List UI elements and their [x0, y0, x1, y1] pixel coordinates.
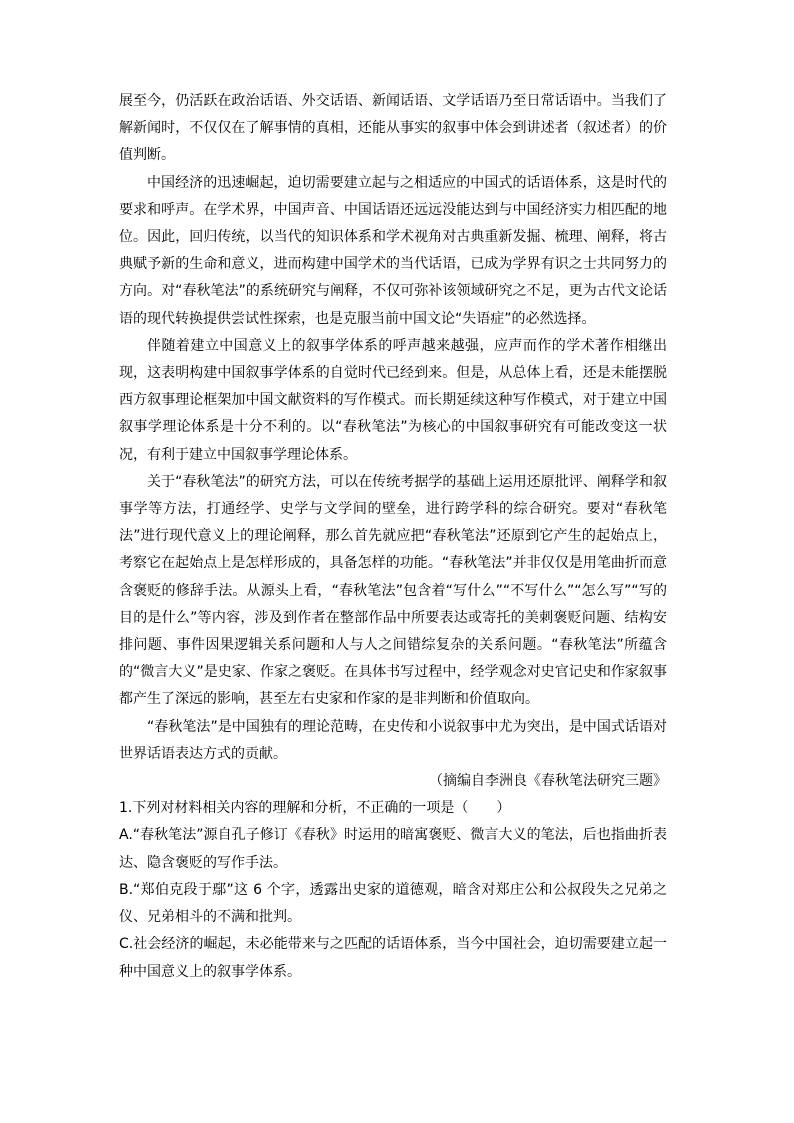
passage-paragraph-4: 关于“春秋笔法”的研究方法，可以在传统考据学的基础上运用还原批评、阐释学和叙事学等方法，打通经学、史学与文学间的壁垒，进行跨学科的综合研究。要对“春秋笔法”进行现代意义上的理论阐释，那么首先就应把“春秋笔法”还原到它产生的起始点上，考察它在起始点上是怎样形成的，具备怎样的功能。“春秋笔法”并非仅仅是用笔曲折而意含褒贬的修辞手法。从源头上看，“春秋笔法”包含着“写什么”“不写什么”“怎么写”“写的目的是什么”等内容，涉及到作者在整部作品中所要表达或寄托的美刺褒贬问题、结构安排问题、事件因果逻辑关系问题和人与人之间错综复杂的关系问题。“春秋笔法”所蕴含的“微言大义”是史家、作家之褒贬。在具体书写过程中，经学观念对史官记史和作家叙事都产生了深远的影响，甚至左右史家和作家的是非判断和价值取向。: [119, 473, 667, 708]
passage-paragraph-2: 中国经济的迅速崛起，迫切需要建立起与之相适应的中国式的话语体系，这是时代的要求和呼声。在学术界，中国声音、中国话语还远远没能达到与中国经济实力相匹配的地位。因此，回归传统，以当代的知识体系和学术视角对古典重新发掘、梳理、阐释，将古典赋予新的生命和意义，进而构建中国学术的当代话语，已成为学界有识之士共同努力的方向。对“春秋笔法”的系统研究与阐释，不仅可弥补该领域研究之不足，更为古代文论话语的现代转换提供尝试性探索，也是克服当前中国文论“失语症”的必然选择。: [119, 174, 667, 327]
passage-paragraph-1: 展至今，仍活跃在政治话语、外交话语、新闻话语、文学话语乃至日常话语中。当我们了解新闻时，不仅仅在了解事情的真相，还能从事实的叙事中体会到讲述者（叙述者）的价值判断。: [119, 93, 667, 164]
passage-source: （摘编自李洲良《春秋笔法研究三题》: [429, 773, 667, 790]
question-stem: 1.下列对材料相关内容的理解和分析，不正确的一项是（ ）: [119, 800, 511, 817]
passage-paragraph-5: “春秋笔法”是中国独有的理论范畴，在史传和小说叙事中尤为突出，是中国式话语对世界话语表达方式的贡献。: [119, 718, 667, 762]
option-b: B.“郑伯克段于鄢”这 6 个字，透露出史家的道德观，暗含对郑庄公和公叔段失之兄弟之仪、兄弟相斗的不满和批判。: [119, 881, 667, 926]
document-page: [119, 88, 667, 986]
option-a: A.“春秋笔法”源自孔子修订《春秋》时运用的暗寓褒贬、微言大义的笔法，后也指曲折表达、隐含褒贬的写作手法。: [119, 827, 667, 871]
passage-paragraph-3: 伴随着建立中国意义上的叙事学体系的呼声越来越强，应声而作的学术著作相继出现，这表明构建中国叙事学体系的自觉时代已经到来。但是，从总体上看，还是未能摆脱西方叙事理论框架加中国文献资料的写作模式。而长期延续这种写作模式，对于建立中国叙事学理论体系是十分不利的。以“春秋笔法”为核心的中国叙事研究有可能改变这一状况，有利于建立中国叙事学理论体系。: [119, 337, 667, 463]
option-c: C.社会经济的崛起，未必能带来与之匹配的话语体系，当今中国社会，迫切需要建立起一种中国意义上的叙事学体系。: [119, 936, 667, 980]
